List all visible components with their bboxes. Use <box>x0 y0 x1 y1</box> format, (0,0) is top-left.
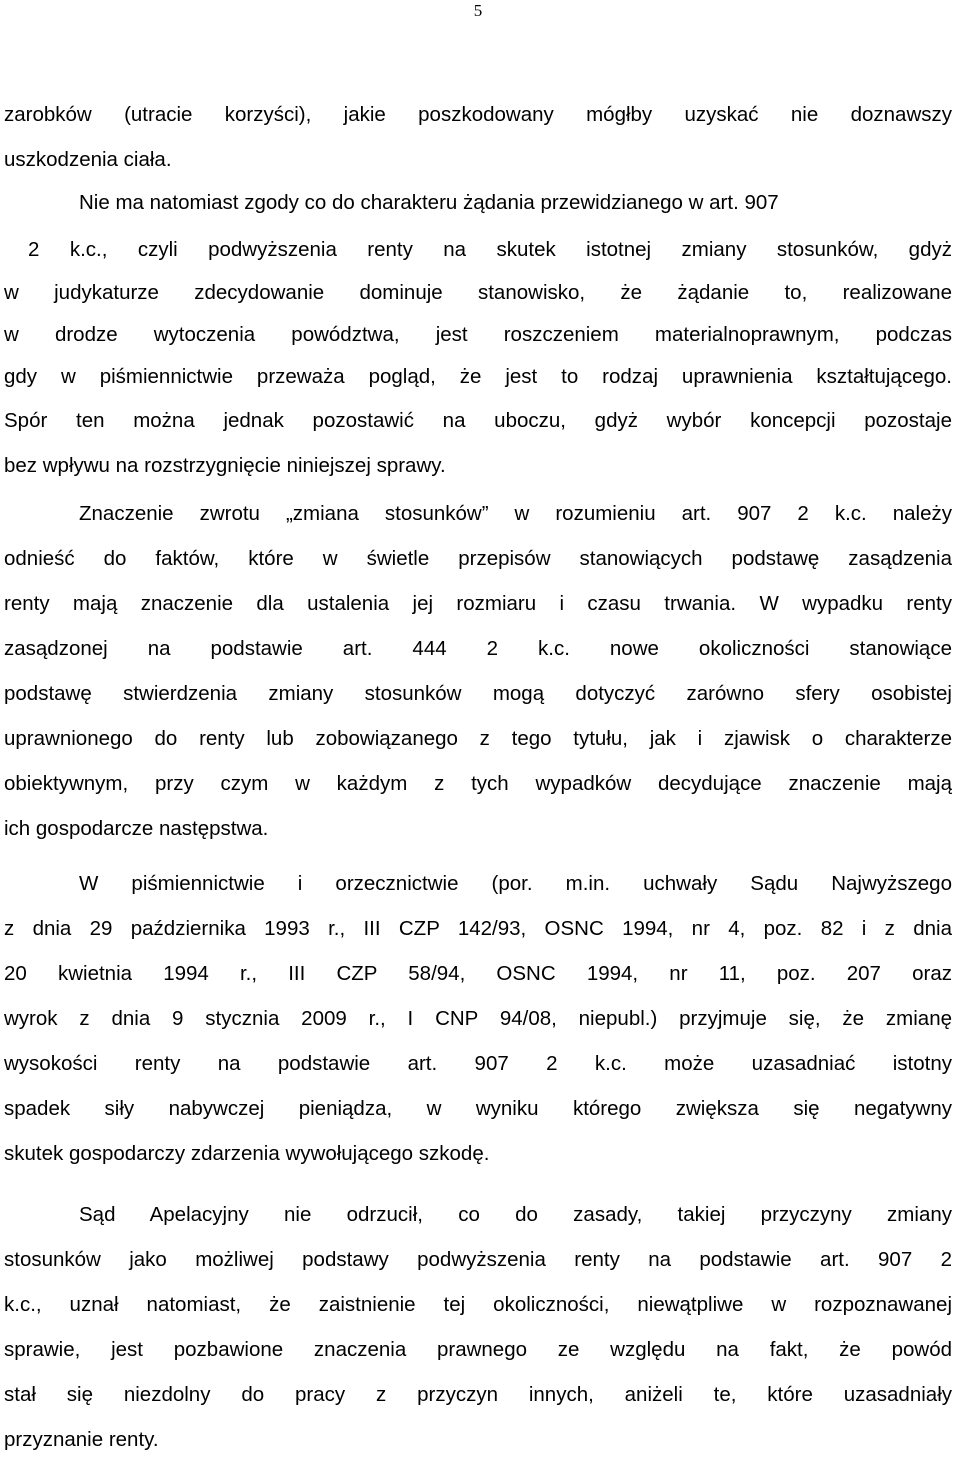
text-line: uszkodzenia ciała. <box>4 148 172 171</box>
text-line: obiektywnym, przy czym w każdym z tych wypadków decydujące znaczenie mają <box>4 772 952 795</box>
text-line: 2 k.c., czyli podwyższenia renty na skutek istotnej zmiany stosunków, gdyż <box>28 238 952 261</box>
text-line: Spór ten można jednak pozostawić na uboczu, gdyż wybór koncepcji pozostaje <box>4 409 952 432</box>
text-line: bez wpływu na rozstrzygnięcie niniejszej sprawy. <box>4 454 446 477</box>
text-line: wysokości renty na podstawie art. 907 2 k.c. może uzasadniać istotny <box>4 1052 952 1075</box>
text-line: przyznanie renty. <box>4 1428 159 1451</box>
text-line: W piśmiennictwie i orzecznictwie (por. m.in. uchwały Sądu Najwyższego <box>79 872 952 895</box>
text-line: uprawnionego do renty lub zobowiązanego z tego tytułu, jak i zjawisk o charakterze <box>4 727 952 750</box>
text-line: 20 kwietnia 1994 r., III CZP 58/94, OSNC 1994, nr 11, poz. 207 oraz <box>4 962 952 985</box>
text-line: wyrok z dnia 9 stycznia 2009 r., I CNP 94/08, niepubl.) przyjmuje się, że zmianę <box>4 1007 952 1030</box>
text-line: ich gospodarcze następstwa. <box>4 817 269 840</box>
text-line: stał się niezdolny do pracy z przyczyn innych, aniżeli te, które uzasadniały <box>4 1383 952 1406</box>
text-line: Sąd Apelacyjny nie odrzucił, co do zasady, takiej przyczyny zmiany <box>79 1203 952 1226</box>
text-line: podstawę stwierdzenia zmiany stosunków mogą dotyczyć zarówno sfery osobistej <box>4 682 952 705</box>
text-line: skutek gospodarczy zdarzenia wywołującego szkodę. <box>4 1142 490 1165</box>
text-line: k.c., uznał natomiast, że zaistnienie tej okoliczności, niewątpliwe w rozpoznawanej <box>4 1293 952 1316</box>
text-line: w drodze wytoczenia powództwa, jest roszczeniem materialnoprawnym, podczas <box>4 323 952 346</box>
text-line: stosunków jako możliwej podstawy podwyższenia renty na podstawie art. 907 2 <box>4 1248 952 1271</box>
text-line: z dnia 29 października 1993 r., III CZP 142/93, OSNC 1994, nr 4, poz. 82 i z dnia <box>4 917 952 940</box>
text-line: w judykaturze zdecydowanie dominuje stanowisko, że żądanie to, realizowane <box>4 281 952 304</box>
text-line: Nie ma natomiast zgody co do charakteru żądania przewidzianego w art. 907 <box>79 191 779 214</box>
text-line: spadek siły nabywczej pieniądza, w wyniku którego zwiększa się negatywny <box>4 1097 952 1120</box>
text-line: renty mają znaczenie dla ustalenia jej rozmiaru i czasu trwania. W wypadku renty <box>4 592 952 615</box>
document-body <box>4 92 952 1462</box>
text-line: zarobków (utracie korzyści), jakie poszkodowany mógłby uzyskać nie doznawszy <box>4 103 952 126</box>
text-line: gdy w piśmiennictwie przeważa pogląd, że jest to rodzaj uprawnienia kształtującego. <box>4 365 952 388</box>
text-line: odnieść do faktów, które w świetle przepisów stanowiących podstawę zasądzenia <box>4 547 952 570</box>
text-line: Znaczenie zwrotu „zmiana stosunków” w rozumieniu art. 907 2 k.c. należy <box>79 502 952 525</box>
page-number: 5 <box>473 1 483 20</box>
text-line: sprawie, jest pozbawione znaczenia prawnego ze względu na fakt, że powód <box>4 1338 952 1361</box>
text-line: zasądzonej na podstawie art. 444 2 k.c. nowe okoliczności stanowiące <box>4 637 952 660</box>
